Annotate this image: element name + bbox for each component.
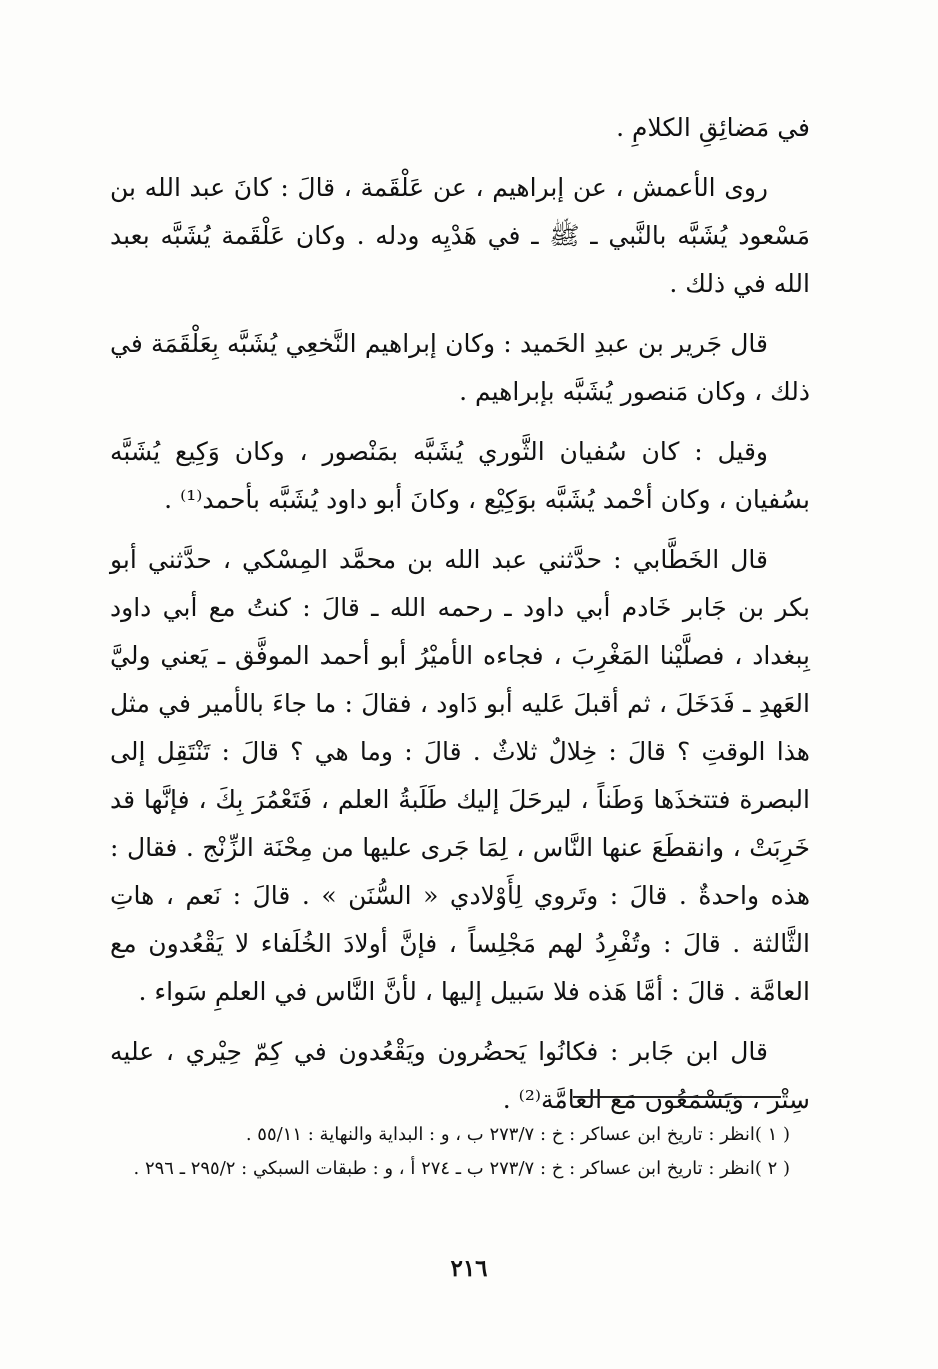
- footnote-1: ( ١ )انظر : تاريخ ابن عساكر : خ : ٢٧٣/٧ ب ، و : البداية والنهاية : ٥٥/١١ .: [245, 1124, 790, 1145]
- footnote-separator: [573, 1096, 781, 1098]
- main-text: [110, 104, 810, 1136]
- footnotes: [110, 1118, 790, 1186]
- paragraph-jarir: قال جَرير بن عبدِ الحَميد : وكان إبراهيم النَّخعِي يُشَبَّه بِعَلْقَمَة في ذلك ، وكان مَنصور يُشَبَّه بإبراهيم .: [110, 329, 810, 406]
- footnote-2: ( ٢ )انظر : تاريخ ابن عساكر : خ : ٢٧٣/٧ ب ـ ٢٧٤ أ ، و : طبقات السبكي : ٢٩٥/٢ ـ ٢٩٦ .: [133, 1158, 790, 1179]
- paragraph-al-amash: روى الأعمش ، عن إبراهيم ، عن عَلْقَمة ، قالَ : كانَ عبد الله بن مَسْعود يُشَبَّه بالنَّبي ـ ﷺ ـ في هَدْيِه ودله . وكان عَلْقَمة يُشَبَّه بعبد الله في ذلك .: [110, 173, 810, 298]
- paragraph-al-khattabi: قال الخَطَّابي : حدَّثني عبد الله بن محمَّد المِسْكي ، حدَّثني أبو بكر بن جَابر خَادم أبي داود ـ رحمه الله ـ قالَ : كنتُ مع أبي داود بِبغداد ، فصلَّيْنا المَغْرِبَ ، فجاءه الأميْرُ أبو أحمد الموفَّق ـ يَعني وليَّ العَهدِ ـ فَدَخَلَ ، ثم أقبلَ عَليه أبو دَاود ، فقالَ : ما جاءَ بالأمير في مثل هذا الوقتِ ؟ قالَ : خِلالٌ ثلاثٌ . قالَ : وما هي ؟ قالَ : تَنْتَقِل إلى البصرة فتتخذَها وَطَناً ، ليرحَلَ إليك طَلَبةُ العلم ، فَتَعْمُرَ بِكَ ، فإنَّها قد خَرِبَتْ ، وانقطَعَ عنها النَّاس ، لِمَا جَرى عليها من مِحْنَة الزِّنْج . فقال : هذه واحدةٌ . قالَ : وتَروي لِأَوْلادي « السُّنَن » . قالَ : نَعم ، هاتِ الثَّالثة . قالَ : وتُفْرِدُ لهم مَجْلِساً ، فإنَّ أولادَ الخُلَفاء لا يَقْعُدون مع العامَّة . قالَ : أمَّا هَذه فلا سَبيل إليها ، لأنَّ النَّاس في العلمِ سَواء .: [110, 545, 810, 1006]
- paragraph-ibn-jabir: قال ابن جَابر : فكانُوا يَحضُرون ويَقْعُدون في كِمّ حِيْري ، عليه سِتْر ، وَيَسْمَعُون مَع العامَّة⁽²⁾ .: [110, 1037, 810, 1114]
- paragraph-sufyan: وقيل : كان سُفيان الثَّوري يُشَبَّه بمَنْصور ، وكان وَكِيع يُشَبَّه بسُفيان ، وكان أحْمد يُشَبَّه بوَكِيْع ، وكانَ أبو داود يُشَبَّه بأحمد⁽¹⁾ .: [110, 437, 810, 514]
- paragraph-continuation: في مَضائِقِ الكلامِ .: [616, 113, 810, 142]
- page-number: ٢١٦: [450, 1255, 488, 1282]
